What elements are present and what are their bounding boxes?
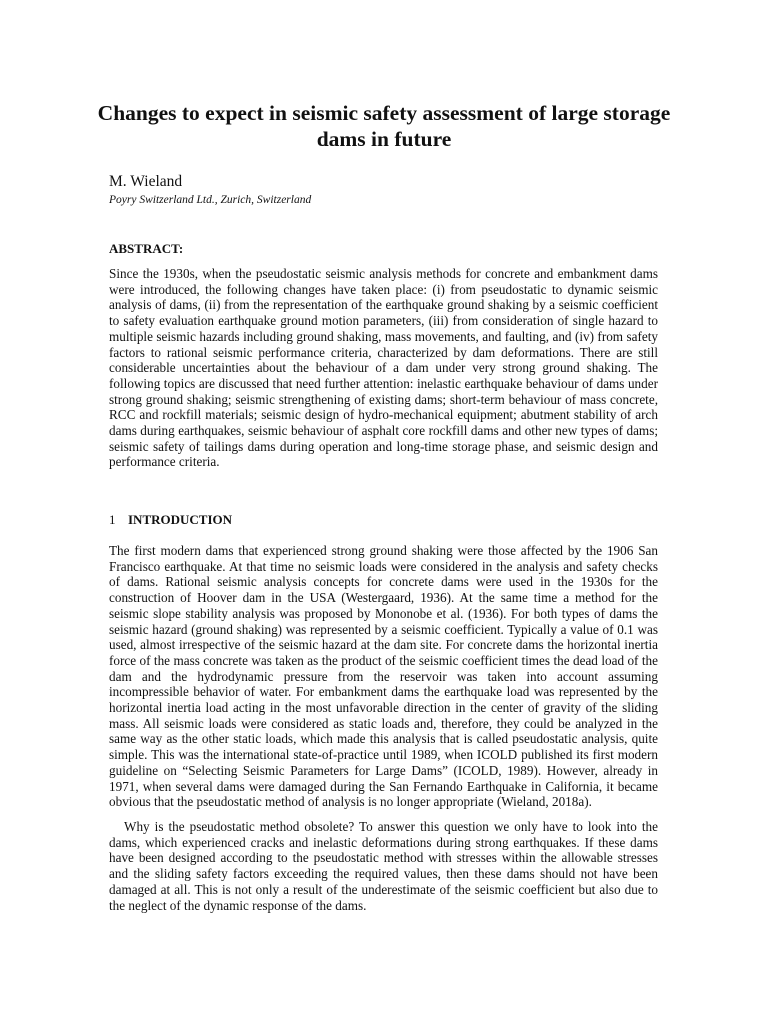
section-heading-introduction — [109, 511, 232, 529]
introduction-paragraph: Why is the pseudostatic method obsolete? To answer this question we only have to look into the dams, which experienced cracks and inelastic deformations during strong earthquakes. If these dams have been designed according to the pseudostatic method with stresses within the allowable stresses and the sliding safety factors exceeding the required values, then these dams should not have been damaged at all. This is not only a result of the underestimate of the seismic coefficient but also due to the neglect of the dynamic response of the dams. — [109, 819, 658, 913]
author-affiliation: Poyry Switzerland Ltd., Zurich, Switzerland — [109, 194, 312, 206]
abstract-heading: ABSTRACT: — [109, 241, 184, 256]
author-name: M. Wieland — [109, 173, 183, 190]
section-title: INTRODUCTION — [128, 512, 233, 527]
introduction-paragraph: The first modern dams that experienced strong ground shaking were those affected by the 1906 San Francisco earthquake. At that time no seismic loads were considered in the analysis and safety checks of dams. Rational seismic analysis concepts for concrete dams were used in the 1930s for the construction of Hoover dam in the USA (Westergaard, 1936). At the same time a method for the seismic slope stability analysis was proposed by Mononobe et al. (1936). For both types of dams the seismic hazard (ground shaking) was represented by a seismic coefficient. Typically a value of 0.1 was used, almost irrespective of the seismic hazard at the dam site. For concrete dams the horizontal inertia force of the mass concrete was taken as the product of the seismic coefficient times the dead load of the dam and the hydrodynamic pressure from the reservoir was taken into account assuming incompressible behavior of water. For embankment dams the earthquake load was represented by the horizontal inertia load acting in the most unfavorable direction in the center of gravity of the sliding mass. All seismic loads were considered as static loads and, therefore, they could be analyzed in the same way as the other static loads, which made this analysis that is called pseudostatic analysis, quite simple. This was the international state-of-practice until 1989, when ICOLD published its first modern guideline on “Selecting Seismic Parameters for Large Dams” (ICOLD, 1989). However, already in 1971, when several dams were damaged during the San Fernando Earthquake in California, it became obvious that the pseudostatic method of analysis is no longer appropriate (Wieland, 2018a). — [109, 543, 658, 810]
paper-title: Changes to expect in seismic safety assessment of large storage dams in future — [97, 101, 671, 151]
abstract-text: Since the 1930s, when the pseudostatic seismic analysis methods for concrete and embankment dams were introduced, the following changes have taken place: (i) from pseudostatic to dynamic seismic analysis of dams, (ii) from the representation of the earthquake ground shaking by a seismic coefficient to safety evaluation earthquake ground motion parameters, (iii) from consideration of single hazard to multiple seismic hazards including ground shaking, mass movements, and faulting, and (iv) from safety factors to rational seismic performance criteria, characterized by dam deformations. There are still considerable uncertainties about the behaviour of a dam under very strong ground shaking. The following topics are discussed that need further attention: inelastic earthquake behaviour of dams under strong ground shaking; seismic strengthening of existing dams; short-term behaviour of mass concrete, RCC and rockfill materials; seismic design of hydro-mechanical equipment; abutment stability of arch dams during earthquakes, seismic behaviour of asphalt core rockfill dams and other new types of dams; seismic safety of tailings dams during operation and long-time storage phase, and seismic design and performance criteria. — [109, 266, 658, 470]
section-number: 1 — [109, 512, 116, 527]
